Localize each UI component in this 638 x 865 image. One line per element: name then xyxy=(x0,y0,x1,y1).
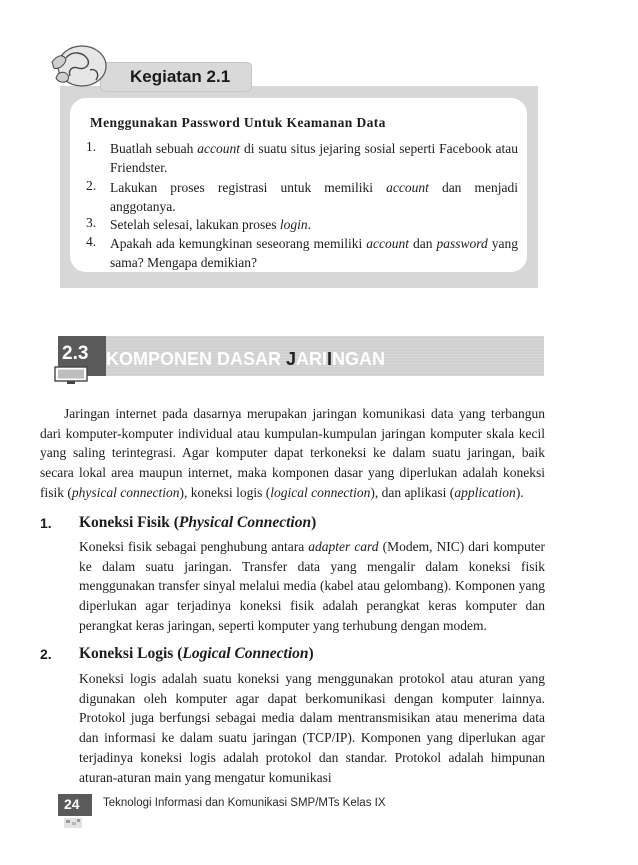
text-run: Koneksi Logis ( xyxy=(79,645,183,662)
italic-term: Physical Connection xyxy=(178,514,312,531)
italic-term: physical connection xyxy=(71,484,180,500)
text-run: ) xyxy=(311,514,317,531)
decorative-pattern-icon xyxy=(64,818,82,828)
text-run: ), dan aplikasi ( xyxy=(370,484,455,500)
activity-item-text xyxy=(110,234,518,272)
text-run: Buatlah sebuah xyxy=(110,141,198,156)
italic-term: login xyxy=(279,217,308,232)
activity-heading: Menggunakan Password Untuk Keamanan Data xyxy=(90,115,386,130)
text-run: Koneksi logis adalah suatu koneksi yang menggunakan protokol atau aturan yang digunakan oleh komputer agar dapat berkomunikasi dengan komputer lainnya. Protokol juga berfungsi sebagai media dalam mentransmisikan atau menerima data dan informasi ke dalam suatu jaringan (TCP/IP). Komponen yang diperlukan agar terjadinya koneksi logis adalah protokol dan standar. Protokol adalah himpunan aturan-aturan main yang mengatur komunikasi xyxy=(79,671,545,785)
section-title: KOMPONEN DASAR JARIINGAN KOMPUTER xyxy=(106,349,386,393)
section-number: 2.3 xyxy=(62,343,89,364)
activity-item-number: 3. xyxy=(86,215,97,230)
item-heading xyxy=(79,645,314,663)
text-run: ) xyxy=(308,645,314,662)
activity-item-text xyxy=(110,178,518,216)
item-paragraph xyxy=(79,537,545,636)
italic-term: Logical Connection xyxy=(182,645,309,662)
item-paragraph xyxy=(79,669,545,787)
text-run: Jaringan internet pada dasarnya merupakan jaringan komunikasi data yang terbangun dari komputer-komputer individual atau kumpulan-kumpulan jaringan komputer skala kecil yang saling terintegrasi. Agar komputer dapat terkoneksi ke dalam suatu jaringan, baik secara lokal area maupun internet, maka komponen dasar yang diperlukan adalah koneksi fisik ( xyxy=(40,406,545,500)
text-run: di suatu situs jejaring sosial seperti Facebook atau Friendster. xyxy=(110,141,518,175)
text-run: Lakukan proses registrasi untuk memiliki xyxy=(110,180,387,195)
item-number: 2. xyxy=(40,646,52,662)
text-run: dan menjadi anggotanya. xyxy=(110,180,518,214)
italic-term: logical connection xyxy=(270,484,371,500)
text-run: ), koneksi logis ( xyxy=(179,484,271,500)
text-run: yang sama? Mengapa demikian? xyxy=(110,236,518,270)
text-run: Apakah ada kemungkinan seseorang memiliki xyxy=(110,236,367,251)
italic-term: password xyxy=(436,236,488,251)
italic-term: adapter card xyxy=(308,539,379,554)
activity-item-text xyxy=(110,215,518,234)
italic-term: application xyxy=(454,484,516,500)
item-heading xyxy=(79,514,316,532)
text-run: Koneksi Fisik ( xyxy=(79,514,179,531)
italic-term: account xyxy=(386,180,429,195)
text-run: Koneksi fisik sebagai penghubung antara xyxy=(79,539,309,554)
item-number: 1. xyxy=(40,515,52,531)
activity-item-number: 4. xyxy=(86,234,97,249)
computer-monitor-icon xyxy=(54,366,88,386)
page-number: 24 xyxy=(64,796,80,812)
text-run: ). xyxy=(515,484,524,500)
italic-term: account xyxy=(366,236,409,251)
footer-text: Teknologi Informasi dan Komunikasi SMP/MTs Kelas IX xyxy=(103,797,386,809)
italic-term: account xyxy=(197,141,241,156)
text-run: (Modem, NIC) dari komputer ke dalam suatu jaringan. Transfer data yang mengalir dalam koneksi fisik menggunakan transfer sinyal melalui media (kabel atau gelombang). Komponen yang diperlukan agar terjadinya koneksi fisik adalah perangkat keras komputer dan perangkat keras jaringan, seperti komputer yang terhubung dengan modem. xyxy=(79,539,545,633)
activity-item-number: 2. xyxy=(86,178,97,193)
intro-paragraph xyxy=(40,404,545,503)
text-run: Setelah selesai, lakukan proses xyxy=(110,217,280,232)
activity-item-text xyxy=(110,139,518,177)
text-run: dan xyxy=(408,236,437,251)
text-run: . xyxy=(307,217,311,232)
activity-item-number: 1. xyxy=(86,139,97,154)
globe-hands-icon xyxy=(44,40,114,92)
activity-badge-title: Kegiatan 2.1 xyxy=(130,67,231,86)
